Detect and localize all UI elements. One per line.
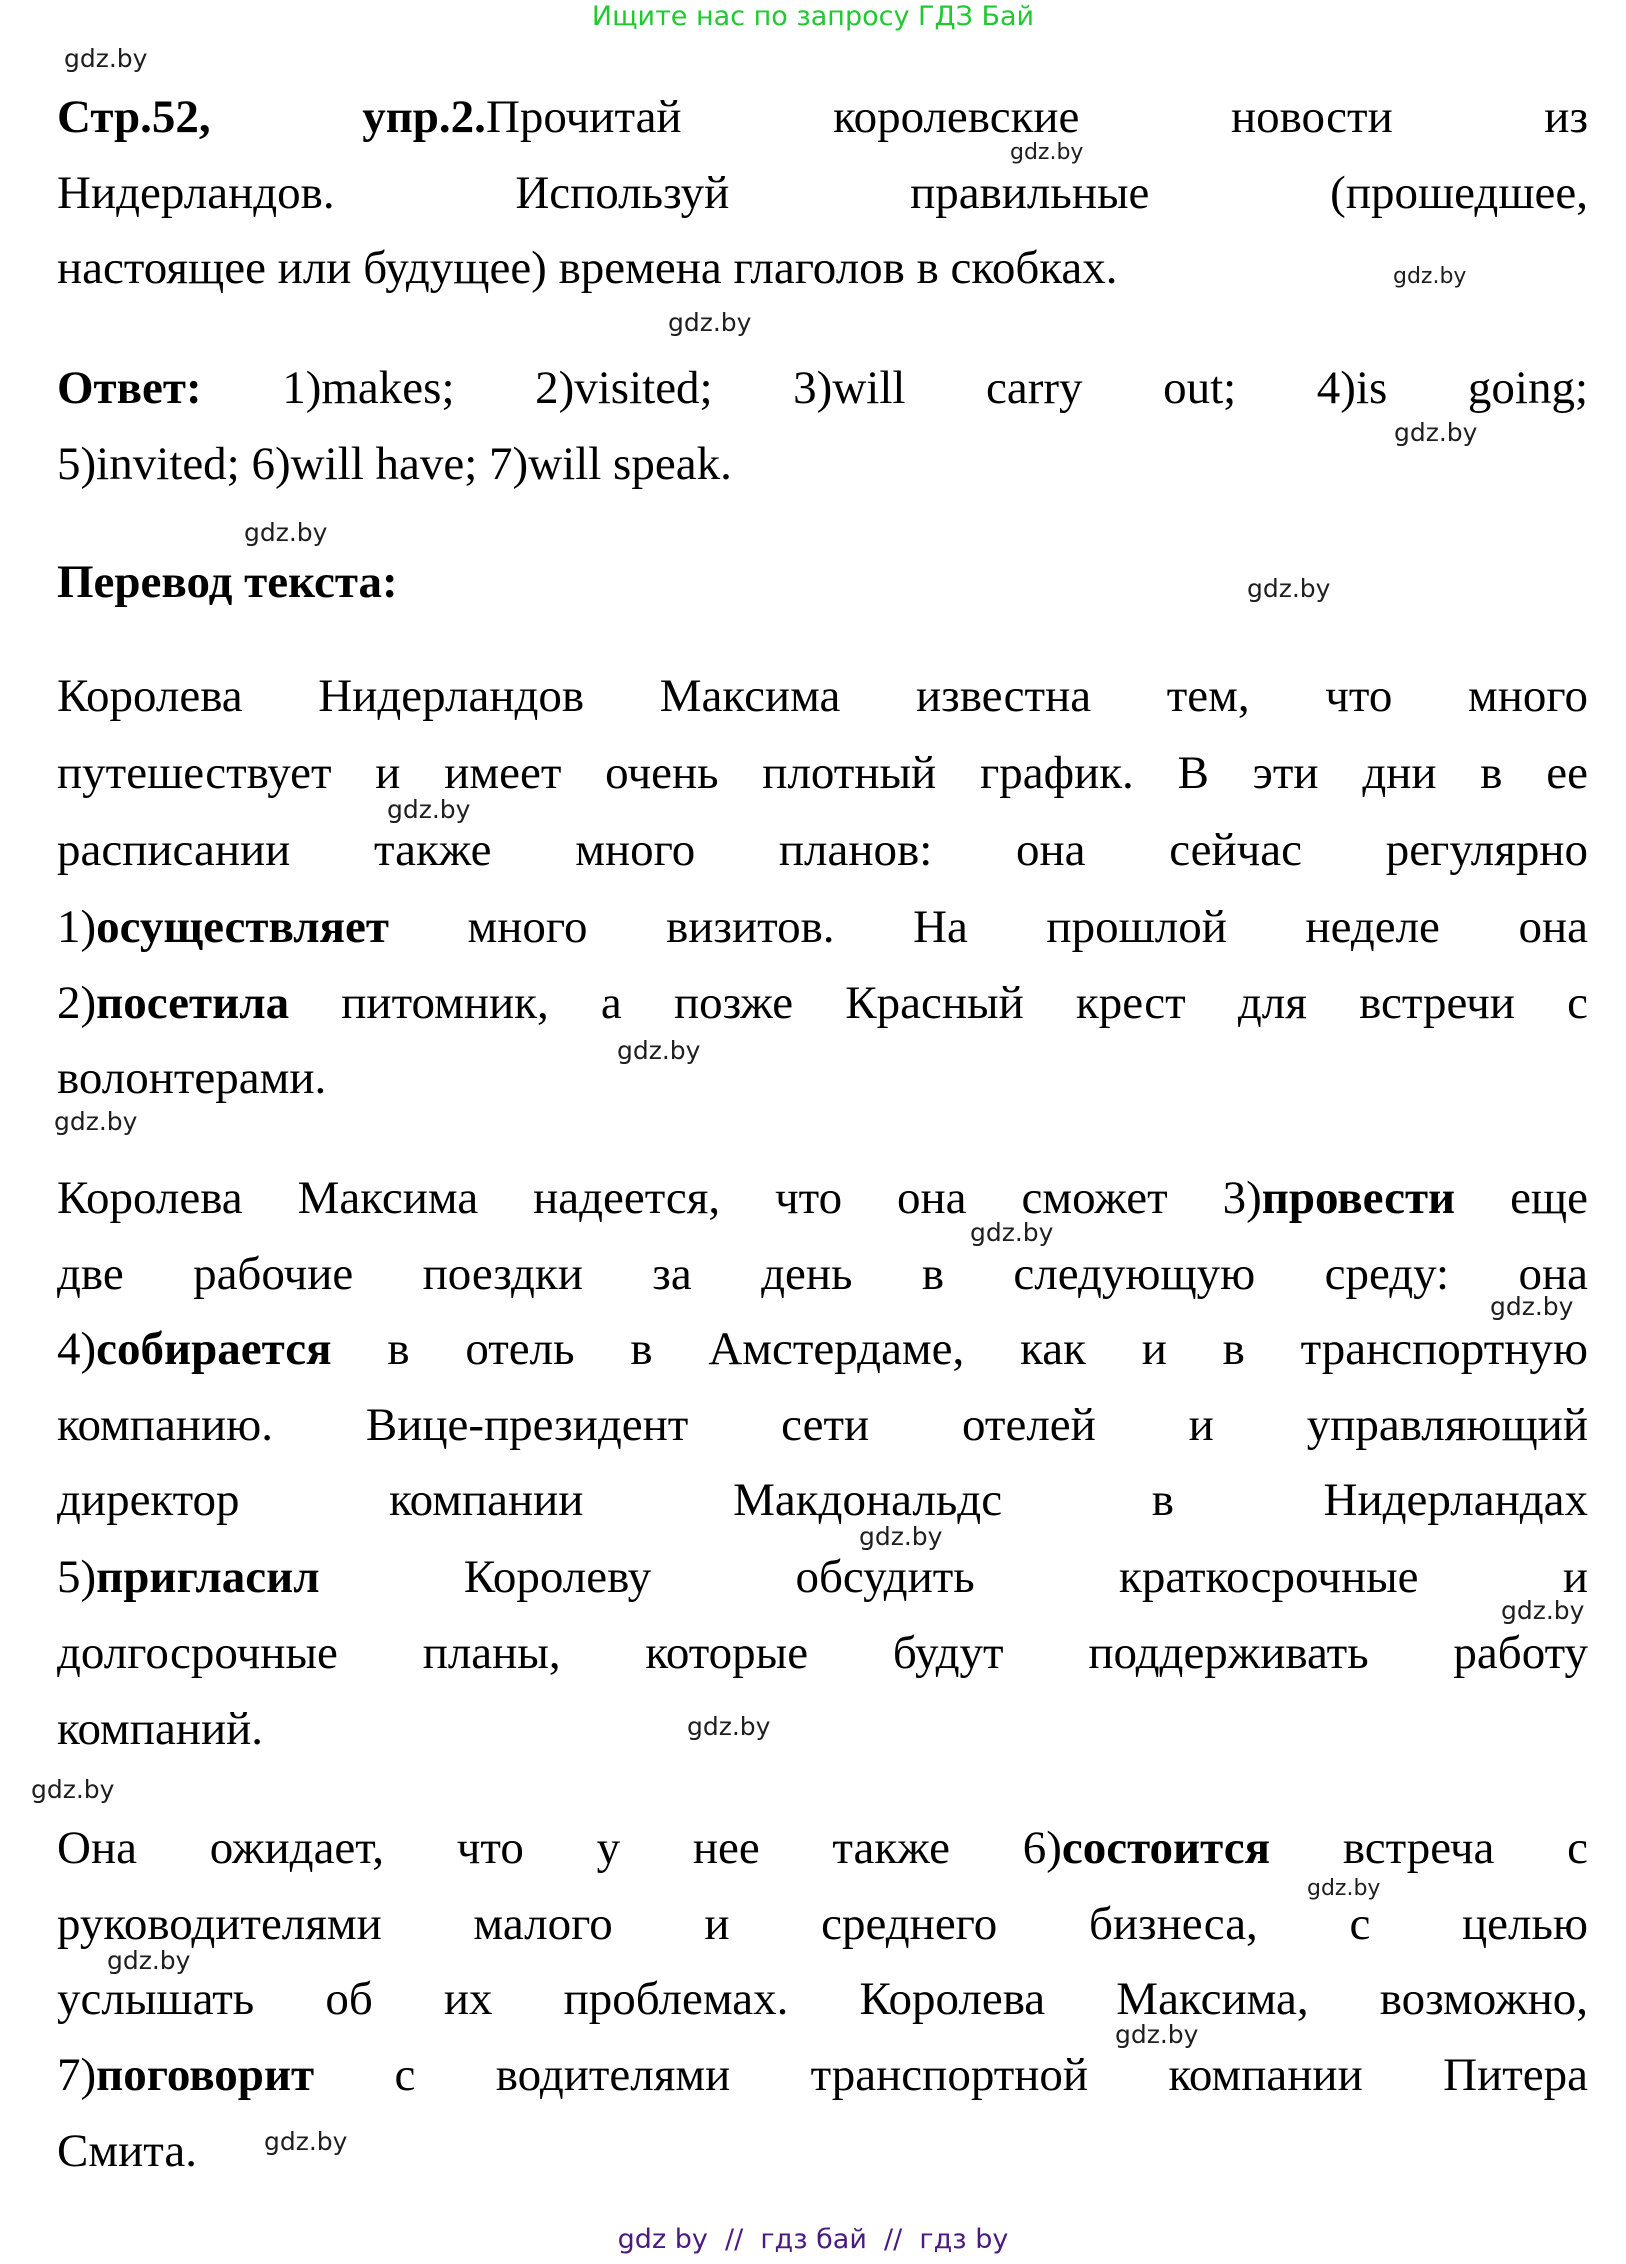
line-text: Королеву обсудить краткосрочные и: [319, 1551, 1588, 1603]
watermark: gdz.by: [107, 1946, 191, 1975]
watermark: gdz.by: [1394, 418, 1478, 447]
line-text: директор компании Макдональдс в Нидерландах: [57, 1474, 1588, 1526]
answer-number: 4): [57, 1323, 97, 1375]
p2-line-4: [57, 1397, 1588, 1453]
page-label: Стр.52,: [57, 91, 211, 143]
answer-number: 7): [57, 2049, 97, 2101]
answer-label: Ответ:: [57, 362, 202, 414]
answer-line-1: [57, 360, 1588, 416]
p3-line-2: [57, 1896, 1588, 1952]
highlighted-verb: пригласил: [96, 1551, 320, 1603]
line-text: Королева Максима надеется, что она сможет 3): [57, 1172, 1262, 1224]
exercise-label: упр.2.: [362, 91, 486, 143]
answer-number: 5): [57, 1551, 97, 1603]
highlighted-verb: собирается: [96, 1323, 332, 1375]
watermark: gdz.by: [1010, 140, 1084, 165]
task-line-3: настоящее или будущее) времена глаголов в скобках.: [57, 242, 1118, 294]
p2-line-6: [57, 1549, 1588, 1605]
task-line-2: Нидерландов. Используй правильные (прошедшее,: [57, 167, 1588, 219]
p2-line-5: [57, 1472, 1588, 1528]
answer-text-1: 1)makes; 2)visited; 3)will carry out; 4)is going;: [282, 362, 1589, 414]
answer-line-2: 5)invited; 6)will have; 7)will speak.: [57, 438, 732, 490]
line-text: Смита.: [57, 2125, 197, 2177]
task-line-1: [57, 89, 1588, 145]
line-text: путешествует и имеет очень плотный график. В эти дни в ее: [57, 747, 1588, 799]
watermark: gdz.by: [64, 44, 148, 73]
watermark: gdz.by: [244, 518, 328, 547]
watermark: gdz.by: [31, 1775, 115, 1804]
footer-links: gdz by // гдз бай // гдз by: [617, 2224, 1009, 2255]
p1-line-6: [57, 1050, 1588, 1106]
p1-line-2: [57, 745, 1588, 801]
p1-line-1: [57, 668, 1588, 724]
answer-number: 2): [57, 977, 97, 1029]
p2-line-1: [57, 1170, 1588, 1226]
p3-line-3: [57, 1971, 1588, 2027]
task-text-1: Прочитай королевские новости из: [485, 91, 1589, 143]
highlighted-verb: осуществляет: [96, 901, 389, 953]
watermark: gdz.by: [970, 1218, 1054, 1247]
watermark: gdz.by: [1115, 2020, 1199, 2049]
p3-line-1: [57, 1820, 1588, 1876]
line-text: руководителями малого и среднего бизнеса, с целью: [57, 1898, 1588, 1950]
p1-line-5: [57, 975, 1588, 1031]
line-text: расписании также много планов: она сейчас регулярно: [57, 824, 1588, 876]
p2-line-3: [57, 1321, 1588, 1377]
line-text: встреча с: [1270, 1822, 1588, 1874]
watermark: gdz.by: [1307, 1876, 1381, 1901]
p1-line-4: [57, 899, 1588, 955]
p3-line-4: [57, 2047, 1588, 2103]
line-text: волонтерами.: [57, 1052, 327, 1104]
watermark: gdz.by: [54, 1107, 138, 1136]
line-text: компанию. Вице-президент сети отелей и управляющий: [57, 1399, 1588, 1451]
line-text: с водителями транспортной компании Питера: [314, 2049, 1588, 2101]
highlighted-verb: поговорит: [96, 2049, 315, 2101]
watermark: gdz.by: [264, 2127, 348, 2156]
p2-line-8: [57, 1701, 1588, 1757]
watermark: gdz.by: [1490, 1292, 1574, 1321]
watermark: gdz.by: [668, 308, 752, 337]
answer-number: 1): [57, 901, 97, 953]
line-text: много визитов. На прошлой неделе она: [388, 901, 1588, 953]
line-text: две рабочие поездки за день в следующую среду: она: [57, 1248, 1588, 1300]
watermark: gdz.by: [859, 1522, 943, 1551]
watermark: gdz.by: [687, 1712, 771, 1741]
translation-heading: Перевод текста:: [57, 556, 398, 608]
line-text: в отель в Амстердаме, как и в транспортную: [331, 1323, 1588, 1375]
watermark: gdz.by: [617, 1036, 701, 1065]
p2-line-2: [57, 1246, 1588, 1302]
search-banner: Ищите нас по запросу ГДЗ Бай: [591, 1, 1035, 32]
watermark: gdz.by: [1393, 264, 1467, 289]
highlighted-verb: состоится: [1061, 1822, 1271, 1874]
watermark: gdz.by: [1247, 574, 1331, 603]
line-text: услышать об их проблемах. Королева Максима, возможно,: [57, 1973, 1588, 2025]
watermark: gdz.by: [387, 795, 471, 824]
p1-line-3: [57, 822, 1588, 878]
highlighted-verb: посетила: [96, 977, 290, 1029]
line-text: Она ожидает, что у нее также 6): [57, 1822, 1062, 1874]
line-text: питомник, а позже Красный крест для встречи с: [289, 977, 1588, 1029]
p2-line-7: [57, 1625, 1588, 1681]
line-text: Королева Нидерландов Максима известна тем, что много: [57, 670, 1588, 722]
watermark: gdz.by: [1501, 1596, 1585, 1625]
highlighted-verb: провести: [1261, 1172, 1456, 1224]
line-text: долгосрочные планы, которые будут поддерживать работу: [57, 1627, 1588, 1679]
line-text: компаний.: [57, 1703, 264, 1755]
line-text: еще: [1455, 1172, 1588, 1224]
